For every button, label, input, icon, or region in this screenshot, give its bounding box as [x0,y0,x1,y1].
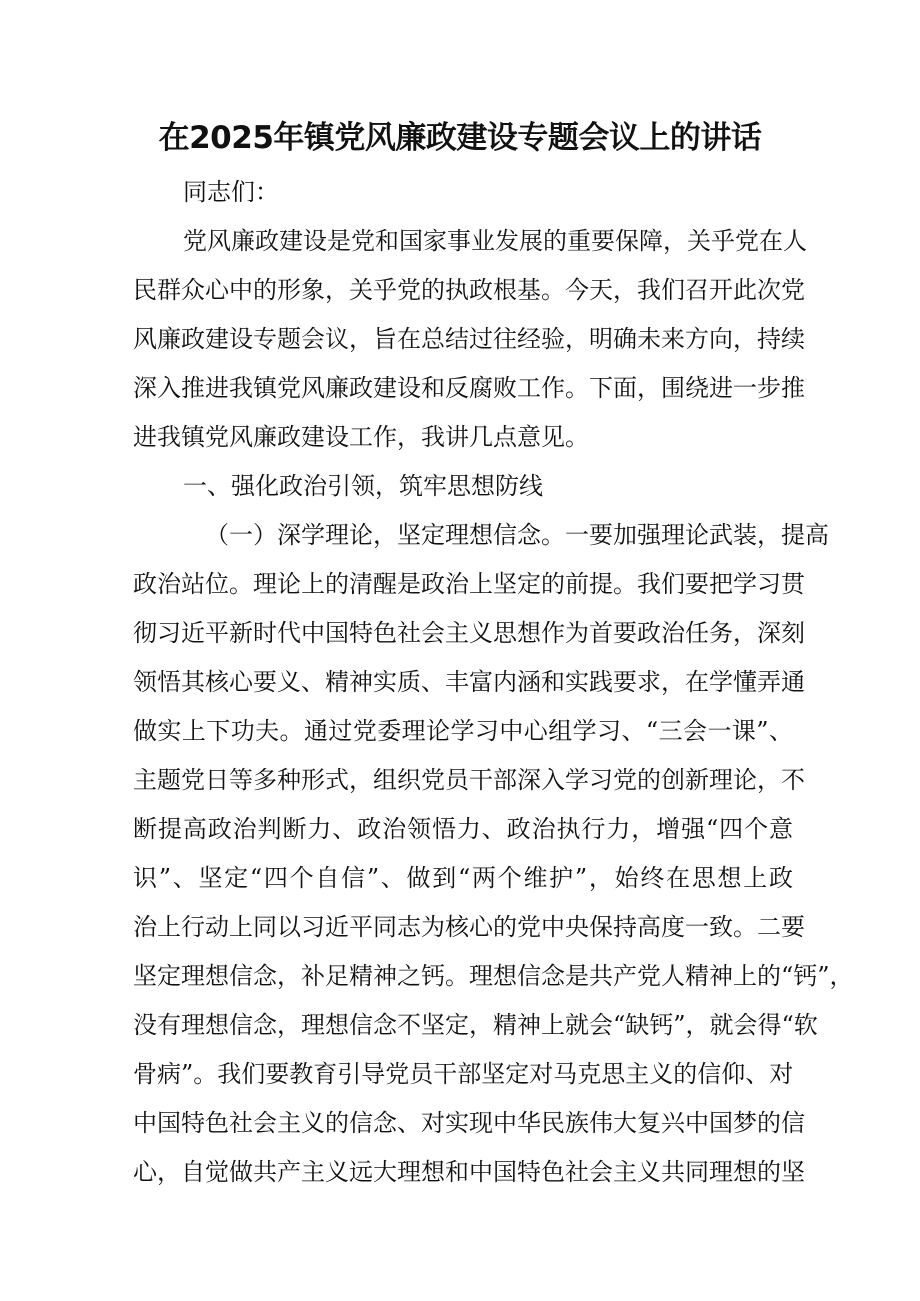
body-line: 彻习近平新时代中国特色社会主义思想作为首要政治任务，深刻 [133,619,805,647]
body-line: 进我镇党风廉政建设工作，我讲几点意见。 [133,423,589,451]
body-line: 主题党日等多种形式，组织党员干部深入学习党的创新理论，不 [133,766,805,794]
body-line: 中国特色社会主义的信念、对实现中华民族伟大复兴中国梦的信 [133,1109,805,1137]
body-line: 深入推进我镇党风廉政建设和反腐败工作。下面，围绕进一步推 [133,374,805,402]
salutation-line: 同志们： [183,178,279,206]
body-line: 坚定理想信念，补足精神之钙。理想信念是共产党人精神上的“钙”， [133,962,854,990]
body-line: 政治站位。理论上的清醒是政治上坚定的前提。我们要把学习贯 [133,570,805,598]
body-line: 断提高政治判断力、政治领悟力、政治执行力，增强“四个意 [133,815,793,843]
body-line: 骨病”。我们要教育引导党员干部坚定对马克思主义的信仰、对 [133,1060,794,1088]
section-heading: 一、强化政治引领，筑牢思想防线 [183,472,543,500]
body-line: 民群众心中的形象，关乎党的执政根基。今天，我们召开此次党 [133,276,805,304]
body-line: 领悟其核心要义、精神实质、丰富内涵和实践要求，在学懂弄通 [133,668,805,696]
body-line: 做实上下功夫。通过党委理论学习中心组学习、“三会一课”、 [133,717,793,745]
subsection-line: （一）深学理论，坚定理想信念。一要加强理论武装，提高 [205,521,829,549]
body-line: 风廉政建设专题会议，旨在总结过往经验，明确未来方向，持续 [133,325,805,353]
body-line: 治上行动上同以习近平同志为核心的党中央保持高度一致。二要 [133,913,805,941]
body-line: 心，自觉做共产主义远大理想和中国特色社会主义共同理想的坚 [133,1158,805,1186]
document-title: 在2025年镇党风廉政建设专题会议上的讲话 [158,120,762,156]
body-line: 识”、坚定“四个自信”、做到“两个维护”，始终在思想上政 [133,864,793,892]
document-body [133,168,854,1197]
body-line: 党风廉政建设是党和国家事业发展的重要保障，关乎党在人 [183,227,807,255]
body-line: 没有理想信念，理想信念不坚定，精神上就会“缺钙”，就会得“软 [133,1011,818,1039]
